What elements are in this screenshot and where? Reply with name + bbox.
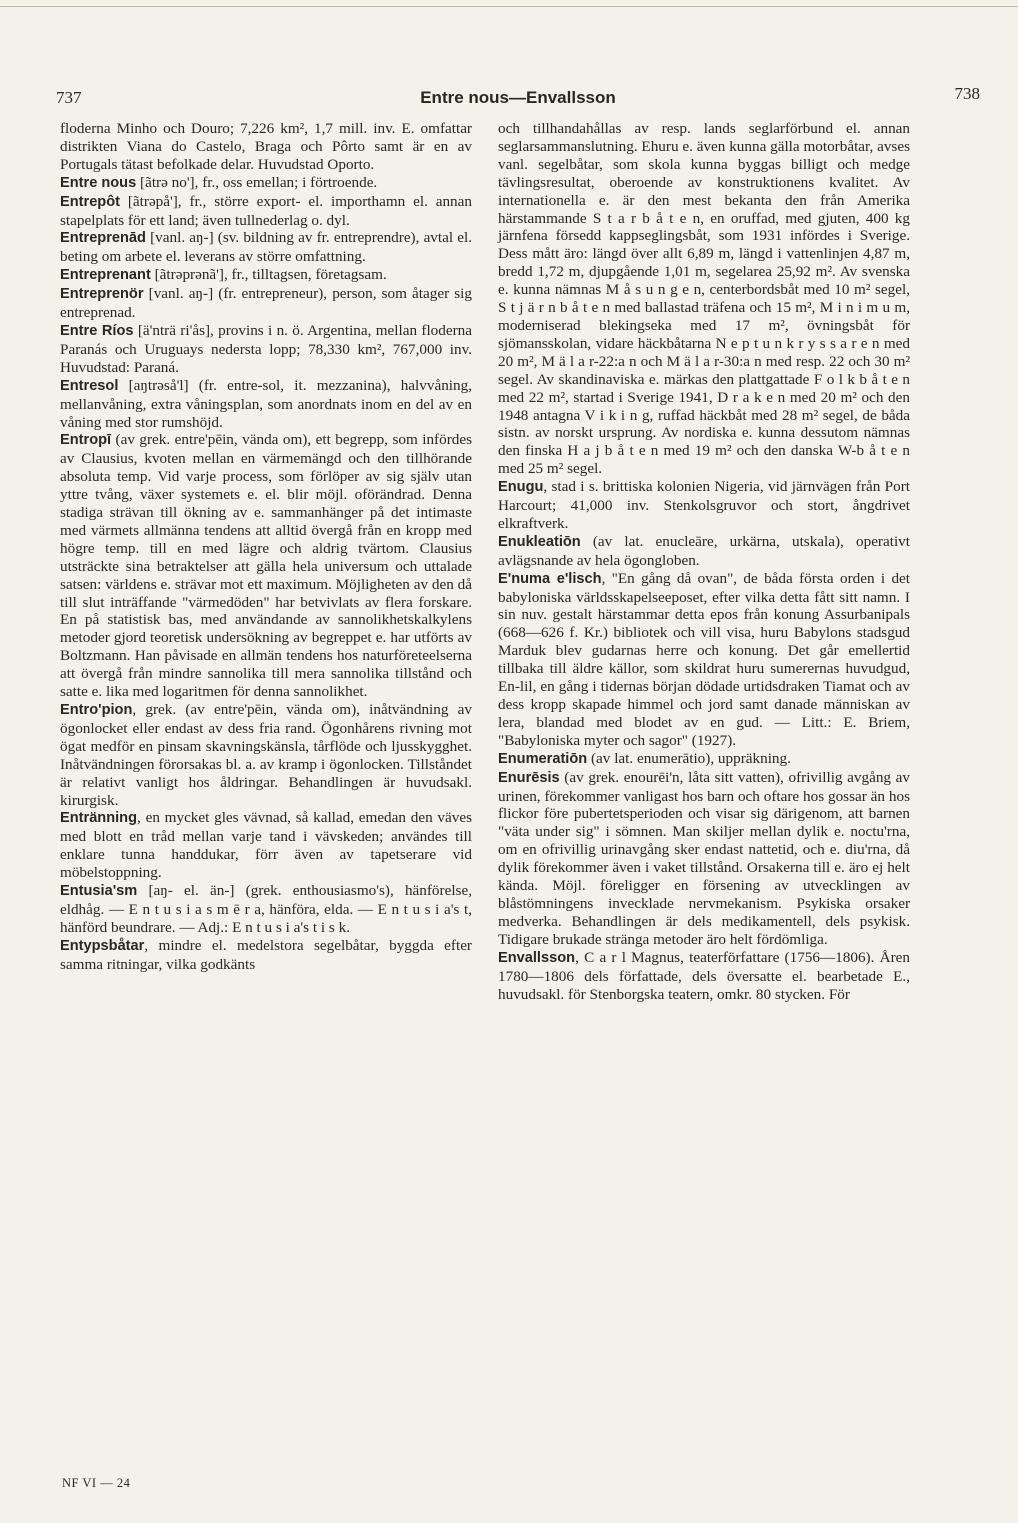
entry-headword: Enurēsis xyxy=(498,769,560,786)
entry-headword: Entreprenād xyxy=(60,230,146,247)
entry-text: , "En gång då ovan", de båda första orden i det babyloniska världsskapelseeposet, efter vilka detta fått sitt namn. I sin nuv. gestalt härstammar detta epos från konung Assurbanipals (668—626 f. Kr.) bibliotek och vill visa, huru Babylons stadsgud Marduk blev gudarnas herre och konung. Det går emellertid tillbaka till äldre källor, som skildrat huru sumerernas huvudgud, En-lil, en gång i tidernas början dödade urtidsdraken Tiamat och av dess kropp skapade himmel och jord samt danade människan av lera, blandad med blodet av en gud. — Litt.: E. Briem, "Babyloniska myter och sagor" (1927). xyxy=(498,569,910,749)
entry-text: och tillhandahållas av resp. lands seglarförbund el. annan seglarsammanslutning. Ehuru e. även kunna gälla motorbåtar, avses vanl. segelbåtar, som skola kunna byggas billigt och medge tävlingsresultat, oberoende av konstruktionens kvalitet. Av internationella e. är den mest bekanta den från Amerika härstammande S t a r b å t e n, en oruffad, med gjuten, 400 kg järnfena försedd kappseglingsbåt, som 1931 infördes i Sverige. Dess mått äro: längd över allt 6,89 m, längd i vattenlinjen 4,87 m, bredd 1,72 m, djupgående 1,01 m, segelarea 25,92 m². Av svenska e. kunna nämnas M å s u n g e n, centerbordsbåt med 10 m² segel, S t j ä r n b å t e n med ballastad träfena och 15 m², M i n i m u m, moderniserad blekingseka med 17 m², övningsbåt för sjömansskolan, vidare häckbåtarna N e p t u n k r y s s a r e n med 20 m², M ä l a r-22:a n och M ä l a r-30:a n med resp. 22 och 30 m² segel. Av skandinaviska e. märkas den plattgattade F o l k b å t e n med 22 m², startad i Sverige 1941, D r a k e n med 20 m² och den 1948 antagna V i k i n g, ruffad häckbåt med 28 m² segel, de båda sistn. av norskt ursprung. Av nordiska e. kunna dessutom nämnas den finska H a j b å t e n med 19 m² och den danska W-b å t e n med 25 m² segel. xyxy=(498,120,910,478)
entry-headword: Enumeratiōn xyxy=(498,750,588,767)
entry-headword: Entreprenant xyxy=(60,267,151,284)
dictionary-entry xyxy=(498,750,910,769)
dictionary-entry xyxy=(60,193,472,230)
dictionary-entry xyxy=(60,809,472,882)
top-rule xyxy=(0,6,1018,7)
entry-text: (av grek. enourēi'n, låta sitt vatten), ofrivillig avgång av urinen, förekommer vanligast hos barn och oftare hos gossar än hos flickor före pubertetsperioden och visar sig därigenom, att barnen "väta under sig" i sömnen. Man skiljer mellan dylik e. noctu'rna, om en ofrivillig urinavgång sker endast nattetid, och e. diu'rna, då dylik förekommer även i vaket tillstånd. Orsakerna till e. äro ej helt kända. Möjl. föreligger en försening av utvecklingen av blåstömningens invecklade nervmekanism. Psykiska orsaker medverka. Behandlingen är dels medikamentell, dels psykisk. Tidigare brukade stränga metoder äro helt fördömliga. xyxy=(498,768,910,948)
dictionary-entry xyxy=(60,229,472,266)
dictionary-entry xyxy=(60,377,472,432)
entry-text: [aŋtrəså'l] (fr. entre-sol, it. mezzanina), halvvåning, mellanvåning, extra våningsplan, som anordnats inom en del av en våning med stor rumshöjd. xyxy=(60,376,472,431)
dictionary-entry xyxy=(60,266,472,285)
entry-text: [ãtrə no'], fr., oss emellan; i förtroende. xyxy=(136,173,378,191)
entry-headword: Entypsbåtar xyxy=(60,937,145,954)
dictionary-entry xyxy=(60,431,472,701)
dictionary-entry xyxy=(60,322,472,377)
entry-headword: Entränning xyxy=(60,810,138,827)
entry-headword: Entusia'sm xyxy=(60,883,138,900)
dictionary-entry xyxy=(60,882,472,937)
dictionary-entry xyxy=(498,120,910,478)
entry-headword: Enugu xyxy=(498,479,544,496)
entry-text: [ä'nträ ri'ås], provins i n. ö. Argentina, mellan floderna Paranás och Uruguays nedersta lopp; 78,330 km², 767,000 inv. Huvudstad: Paraná. xyxy=(60,321,472,376)
entry-text: [aŋ- el. än-] (grek. enthousiasmo's), hänförelse, eldhåg. — E n t u s i a s m ē r a, hänföra, elda. — E n t u s i a's t, hänförd beundrare. — Adj.: E n t u s i a's t i s k. xyxy=(60,882,472,936)
entry-headword: E'numa e'lisch xyxy=(498,570,602,587)
dictionary-entry xyxy=(498,949,910,1004)
entry-text: floderna Minho och Douro; 7,226 km², 1,7 mill. inv. E. omfattar distrikten Viana do Castelo, Braga och Pôrto samt är en av Portugals tätast befolkade delar. Huvudstad Oporto. xyxy=(60,120,472,173)
entry-text: [ãtrəpå'], fr., större export- el. importhamn el. annan stapelplats för ett land; även tullnederlag o. dyl. xyxy=(60,192,472,229)
dictionary-entry xyxy=(60,937,472,974)
entry-headword: Entropī xyxy=(60,432,112,449)
running-title: Entre nous—Envallsson xyxy=(420,88,616,107)
entry-text: (av lat. enumerātio), uppräkning. xyxy=(587,749,791,767)
dictionary-entry xyxy=(498,478,910,533)
entry-text: , C a r l Magnus, teaterförfattare (1756—1806). Åren 1780—1806 dels författade, dels översatte el. bearbetade E., huvudsakl. för Stenborgska teatern, omkr. 80 stycken. För xyxy=(498,948,910,1003)
entry-text: [vanl. aŋ-] (fr. entrepreneur), person, som åtager sig entreprenad. xyxy=(60,285,472,322)
entry-text: (av lat. enucleāre, urkärna, utskala), operativt avlägsnande av hela ögongloben. xyxy=(498,532,910,569)
page-number-left: 737 xyxy=(56,88,82,107)
entry-headword: Entro'pion xyxy=(60,702,133,718)
entry-headword: Entresol xyxy=(60,377,119,394)
dictionary-entry xyxy=(60,285,472,322)
entry-headword: Entre nous xyxy=(60,174,137,191)
dictionary-entry xyxy=(498,533,910,570)
entry-headword: Entrepôt xyxy=(60,193,120,210)
entry-text: , stad i s. brittiska kolonien Nigeria, vid järnvägen från Port Harcourt; 41,000 inv. Stenkolsgruvor och stort, ångdrivet elkraftverk. xyxy=(498,478,910,532)
dictionary-entry xyxy=(498,570,910,750)
entry-text: , en mycket gles vävnad, så kallad, emedan den väves med blott en tråd mellan varje tand i vävskeden; användes till enklare tunna handdukar, förr även av tapetserare vid möbelstoppning. xyxy=(60,809,472,882)
entry-text: [ãtrəprənã'], fr., tilltagsen, företagsam. xyxy=(150,266,387,284)
dictionary-entry xyxy=(60,120,472,174)
entry-headword: Entreprenör xyxy=(60,286,144,303)
left-column xyxy=(60,120,472,974)
entry-text: [vanl. aŋ-] (sv. bildning av fr. entreprendre), avtal el. beting om arbete el. leverans av större omfattning. xyxy=(60,229,472,266)
dictionary-entry xyxy=(60,701,472,809)
page-header xyxy=(56,84,980,114)
entry-text: (av grek. entre'pēin, vända om), ett begrepp, som infördes av Clausius, kvoten mellan en värmemängd och den tillhörande absoluta temp. Vid varje process, som förlöper av sig själv utan yttre tvång, växer systemets e. el. blir möjl. oförändrad. Denna stadiga strävan till ökning av e. sammanhänger på det intimaste med värmets allmänna tendens att alltid övergå från en kropp med högre temp. till en med lägre och aldrig tvärtom. Clausius utsträckte sina betraktelser att gälla hela universum och uttalade satsen: världens e. strävar mot ett maximum. Möjligheten av den då till slut inträffande "värmedöden" har betvivlats av flera forskare. En på statistisk bas, med användande av sannolikhetskalkylens metoder gjord teoretisk undersökning av begreppet e. har utförts av Boltzmann. Han påvisade en allmän tendens hos naturföreteelserna att övergå från mindre sannolika till mera sannolika tillstånd och satte e. lika med logaritmen för denna sannolikhet. xyxy=(60,431,472,701)
dictionary-entry xyxy=(60,174,472,193)
entry-headword: Entre Ríos xyxy=(60,322,134,339)
dictionary-entry xyxy=(498,769,910,949)
entry-text: , grek. (av entre'pēin, vända om), inåtvändning av ögonlocket eller endast av dess fria rand. Ögonhårens rivning mot ögat medför en pinsam skavningskänsla, tårflöde och ljusskygghet. Inåtvändningen förorsakas bl. a. av kramp i ögonlocken. Tillståndet är relativt vanligt hos åldringar. Behandlingen är huvudsakl. kirurgisk. xyxy=(60,701,472,809)
page-number-right: 738 xyxy=(954,84,980,103)
right-column xyxy=(498,120,910,1003)
entry-text: , mindre el. medelstora segelbåtar, byggda efter samma ritningar, vilka godkänts xyxy=(60,936,472,973)
entry-headword: Envallsson xyxy=(498,949,576,966)
entry-headword: Enukleatiōn xyxy=(498,533,581,550)
signature-mark: NF VI — 24 xyxy=(62,1476,131,1490)
